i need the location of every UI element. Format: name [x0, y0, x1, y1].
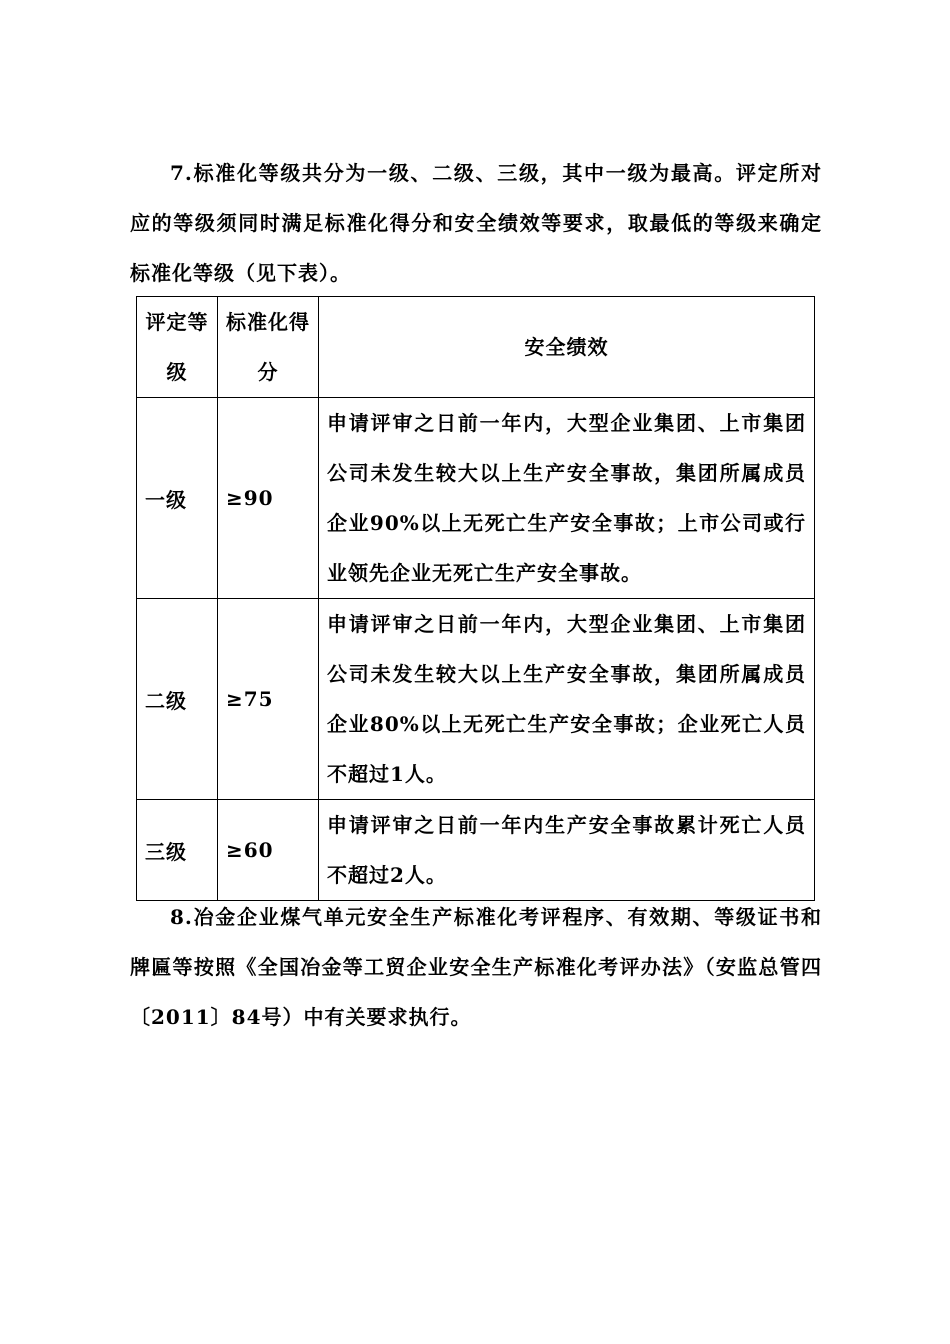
cell-score: ≥60 [218, 800, 319, 901]
grade-table [136, 296, 815, 901]
cell-performance: 申请评审之日前一年内，大型企业集团、上市集团公司未发生较大以上生产安全事故，集团所属成员企业90%以上无死亡生产安全事故；上市公司或行业领先企业无死亡生产安全事故。 [319, 398, 815, 599]
cell-score: ≥75 [218, 599, 319, 800]
header-performance: 安全绩效 [319, 297, 815, 398]
cell-performance: 申请评审之日前一年内，大型企业集团、上市集团公司未发生较大以上生产安全事故，集团所属成员企业80%以上无死亡生产安全事故；企业死亡人员不超过1人。 [319, 599, 815, 800]
paragraph-evaluation-procedure: 8.冶金企业煤气单元安全生产标准化考评程序、有效期、等级证书和牌匾等按照《全国冶金等工贸企业安全生产标准化考评办法》（安监总管四〔2011〕84号）中有关要求执行。 [130, 905, 822, 1029]
header-level: 评定等级 [137, 297, 218, 398]
cell-performance: 申请评审之日前一年内生产安全事故累计死亡人员不超过2人。 [319, 800, 815, 901]
header-score: 标准化得分 [218, 297, 319, 398]
cell-score: ≥90 [218, 398, 319, 599]
table-row [137, 599, 815, 800]
table-header-row [137, 297, 815, 398]
cell-level: 二级 [137, 599, 218, 800]
table-row [137, 398, 815, 599]
cell-level: 一级 [137, 398, 218, 599]
table-row [137, 800, 815, 901]
paragraph-grade-levels: 7.标准化等级共分为一级、二级、三级，其中一级为最高。评定所对应的等级须同时满足标准化得分和安全绩效等要求，取最低的等级来确定标准化等级（见下表）。 [130, 161, 822, 285]
cell-level: 三级 [137, 800, 218, 901]
